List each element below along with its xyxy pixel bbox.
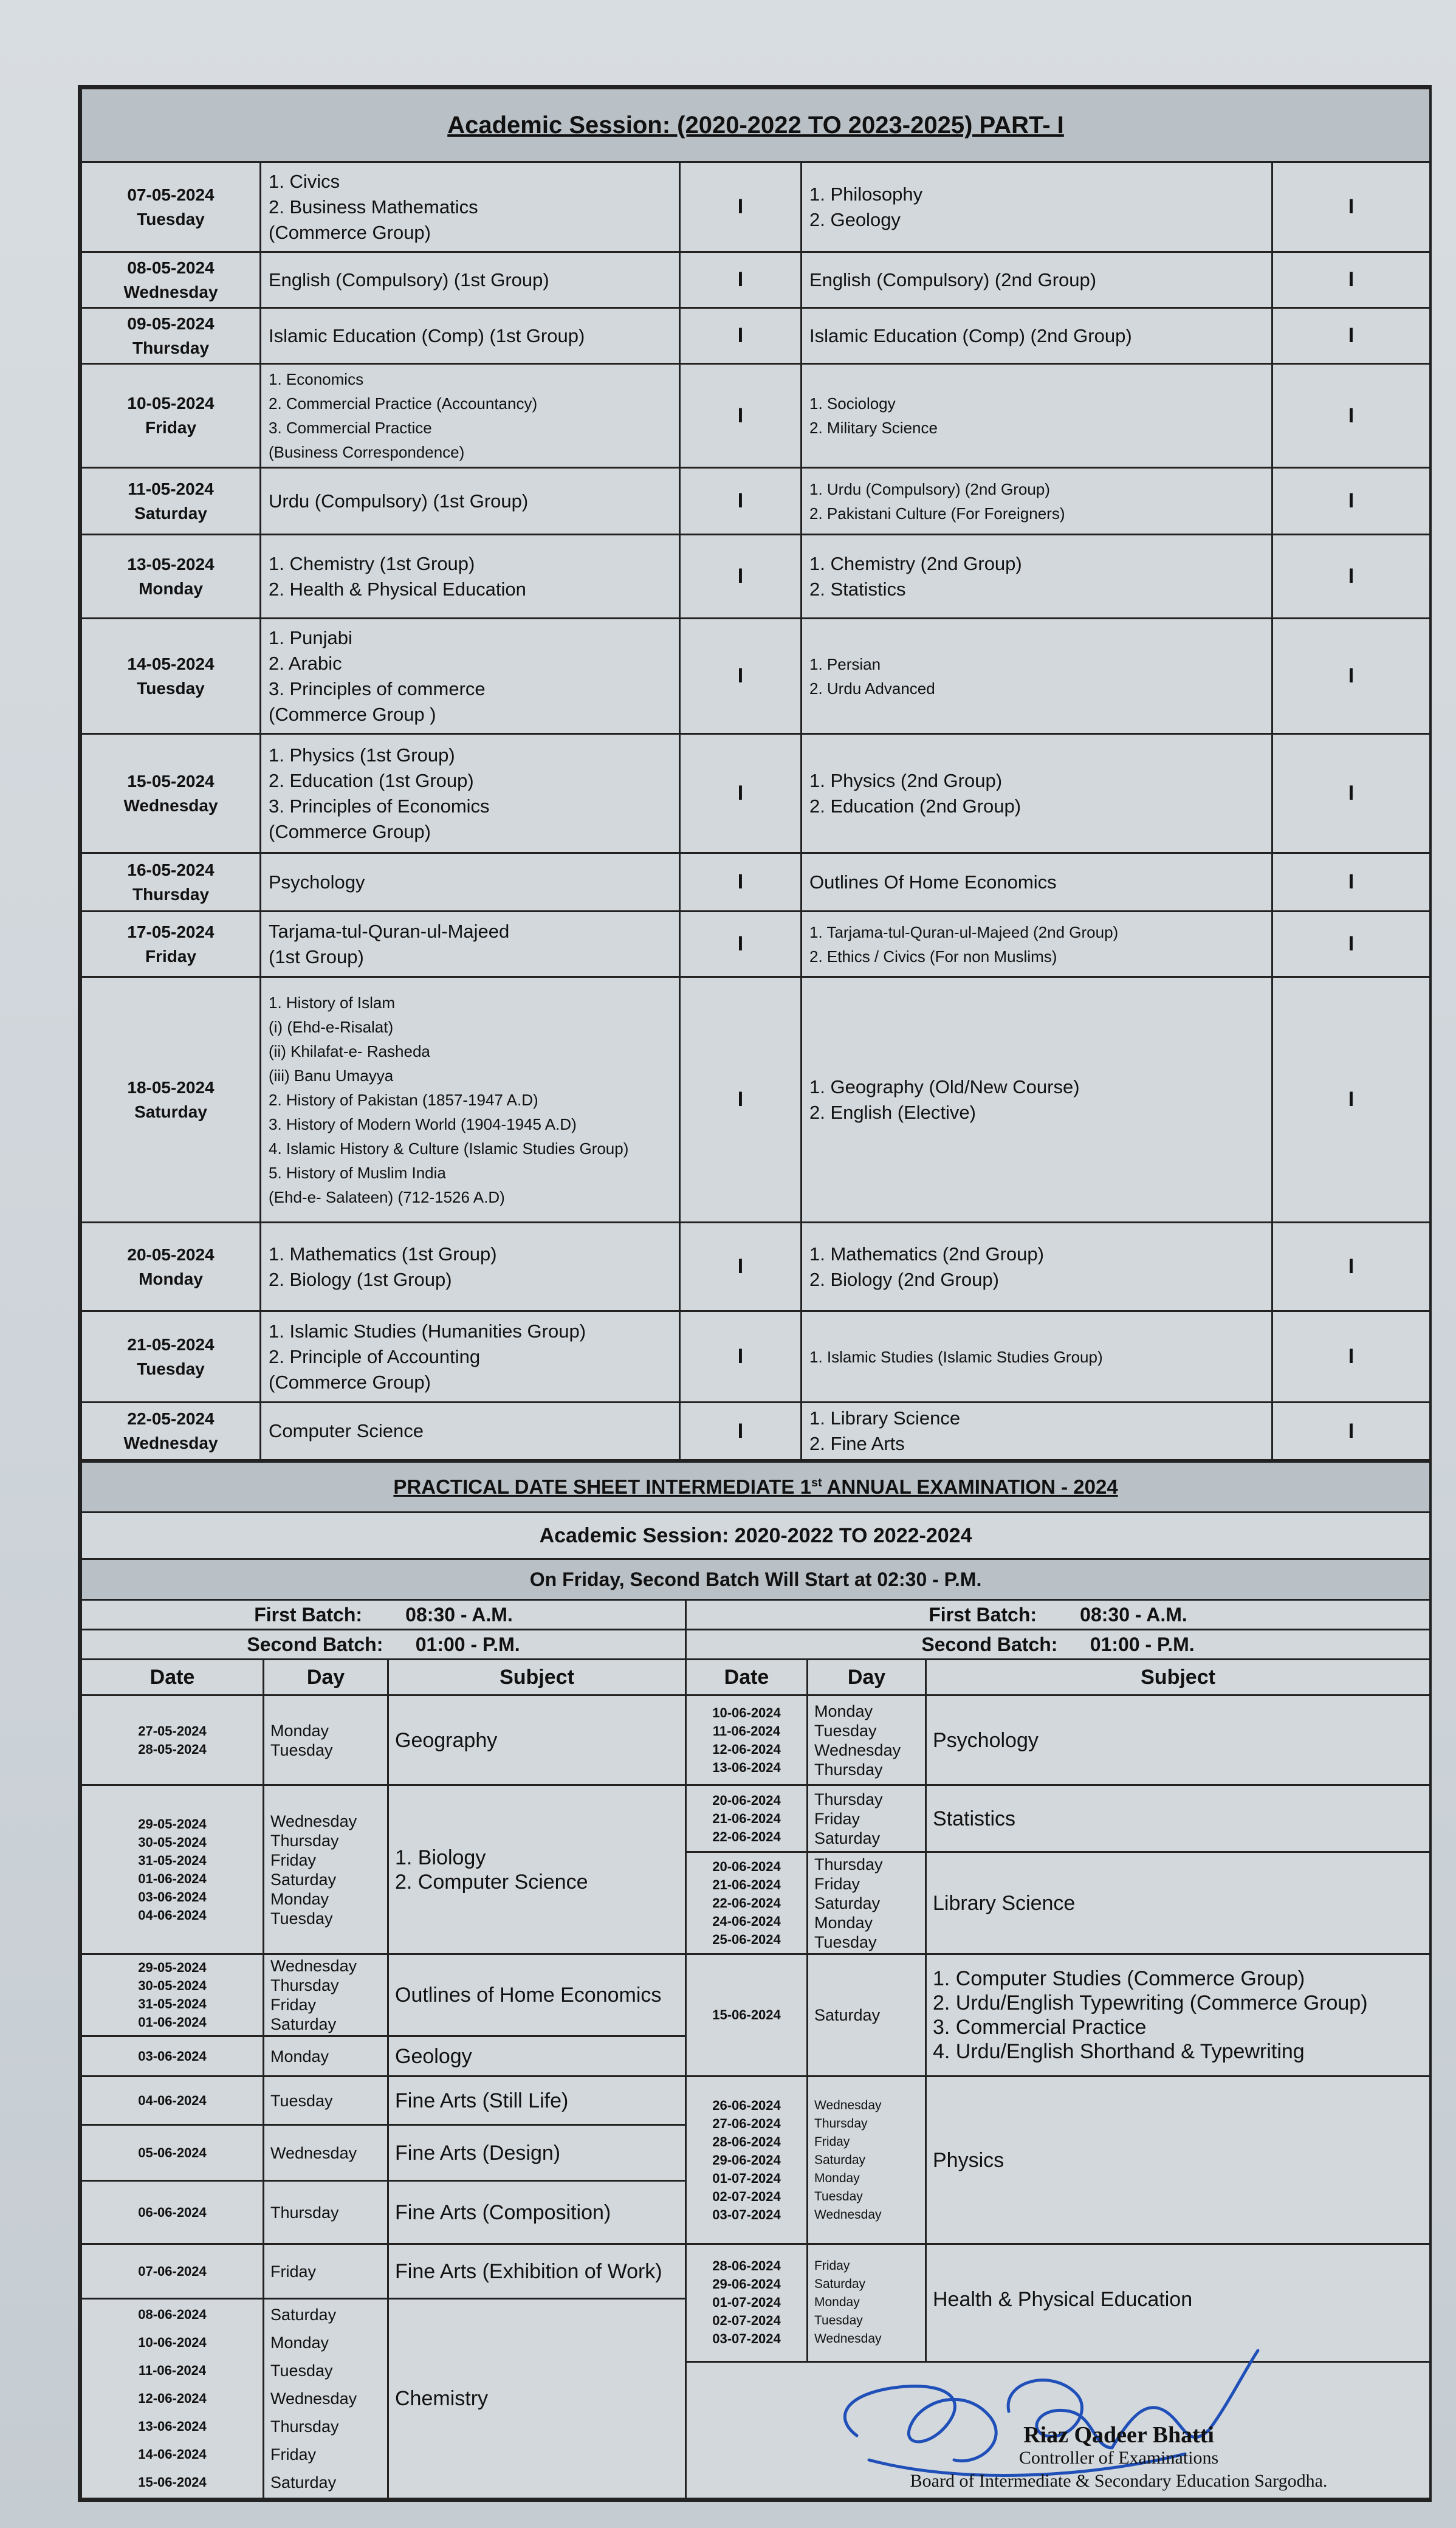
practical-days: Wednesday Thursday Friday Saturday Monday Tuesday [264,1785,388,1954]
theory-row [81,308,1430,364]
second-group-subjects: 1. Persian 2. Urdu Advanced [802,619,1272,734]
header-day: Day [808,1660,926,1695]
practical-dates: 07-06-2024 [81,2244,264,2299]
practical-subject: Physics [926,2076,1430,2244]
first-group-paper: I [680,252,802,308]
second-group-subjects: 1. Urdu (Compulsory) (2nd Group) 2. Pakistani Culture (For Foreigners) [802,468,1272,535]
exam-date-day: 15-05-2024 Wednesday [81,734,261,853]
practical-dates: 27-05-2024 28-05-2024 [81,1695,264,1785]
first-group-paper: I [680,535,802,619]
second-group-subjects: 1. Mathematics (2nd Group) 2. Biology (2nd Group) [802,1223,1272,1311]
second-batch-right: Second Batch: 01:00 - P.M. [686,1630,1430,1660]
second-group-paper: I [1272,619,1430,734]
first-group-subjects: Psychology [261,853,680,912]
exam-date-day: 21-05-2024 Tuesday [81,1311,261,1403]
practical-days: Monday Tuesday [264,1695,388,1785]
signatory-name: Riaz Qadeer Bhatti [1023,2422,1214,2448]
second-group-paper: I [1272,468,1430,535]
header-subject: Subject [388,1660,686,1695]
first-group-paper: I [680,162,802,252]
practical-dates: 29-05-2024 30-05-2024 31-05-2024 01-06-2024 [81,1954,264,2036]
practical-date-sheet [80,1461,1431,2499]
header-date: Date [686,1660,808,1695]
first-group-paper: I [680,734,802,853]
exam-date-day: 11-05-2024 Saturday [81,468,261,535]
header-date: Date [81,1660,264,1695]
practical-dates: 15-06-2024 [686,1954,808,2076]
first-group-subjects: Computer Science [261,1403,680,1460]
theory-row [81,734,1430,853]
first-batch-left: First Batch: 08:30 - A.M. [81,1600,686,1630]
exam-date-day: 18-05-2024 Saturday [81,977,261,1223]
first-group-subjects: 1. History of Islam (i) (Ehd-e-Risalat) (ii) Khilafat-e- Rasheda (iii) Banu Umayya 2. History of Pakistan (1857-1947 A.D) 3. History of Modern World (1904-1945 A.D) 4. Islamic History & Culture (Islamic Studies Group) 5. History of Muslim India (Ehd-e- Salateen) (712-1526 A.D) [261,977,680,1223]
theory-row [81,619,1430,734]
practical-dates: 05-06-2024 [81,2125,264,2181]
first-group-subjects: English (Compulsory) (1st Group) [261,252,680,308]
second-group-paper: I [1272,364,1430,468]
theory-row [81,1403,1430,1460]
exam-date-day: 17-05-2024 Friday [81,912,261,977]
practical-subject: Psychology [926,1695,1430,1785]
practical-days: Wednesday [264,2125,388,2181]
practical-dates: 03-06-2024 [81,2036,264,2076]
practical-subject: Statistics [926,1785,1430,1852]
second-group-paper: I [1272,1223,1430,1311]
first-group-subjects: Islamic Education (Comp) (1st Group) [261,308,680,364]
practical-dates: 20-06-2024 21-06-2024 22-06-2024 24-06-2024 25-06-2024 [686,1852,808,1954]
practical-days: Friday [264,2244,388,2299]
session-heading: Academic Session: (2020-2022 TO 2023-2025) PART- I [81,89,1430,162]
theory-row [81,912,1430,977]
exam-date-day: 16-05-2024 Thursday [81,853,261,912]
practical-title: PRACTICAL DATE SHEET INTERMEDIATE 1st ANNUAL EXAMINATION - 2024 [81,1462,1430,1513]
practical-session: Academic Session: 2020-2022 TO 2022-2024 [81,1513,1430,1559]
signatory-org: Board of Intermediate & Secondary Education Sargodha. [910,2471,1328,2491]
header-subject: Subject [926,1660,1430,1695]
practical-days: Saturday Monday Tuesday Wednesday Thursday Friday Saturday [264,2299,388,2499]
second-group-paper: I [1272,912,1430,977]
first-group-subjects: 1. Civics 2. Business Mathematics (Commerce Group) [261,162,680,252]
practical-days: Monday [264,2036,388,2076]
first-group-paper: I [680,619,802,734]
second-group-subjects: Islamic Education (Comp) (2nd Group) [802,308,1272,364]
practical-subject: Health & Physical Education [926,2244,1430,2362]
practical-dates: 04-06-2024 [81,2076,264,2125]
second-group-paper: I [1272,734,1430,853]
second-group-subjects: 1. Tarjama-tul-Quran-ul-Majeed (2nd Group) 2. Ethics / Civics (For non Muslims) [802,912,1272,977]
exam-date-day: 07-05-2024 Tuesday [81,162,261,252]
exam-date-day: 20-05-2024 Monday [81,1223,261,1311]
exam-date-day: 13-05-2024 Monday [81,535,261,619]
exam-date-day: 08-05-2024 Wednesday [81,252,261,308]
theory-row [81,853,1430,912]
practical-days: Thursday Friday Saturday Monday Tuesday [808,1852,926,1954]
header-day: Day [264,1660,388,1695]
practical-dates: 08-06-2024 10-06-2024 11-06-2024 12-06-2024 13-06-2024 14-06-2024 15-06-2024 [81,2299,264,2499]
practical-dates: 20-06-2024 21-06-2024 22-06-2024 [686,1785,808,1852]
first-group-paper: I [680,1403,802,1460]
practical-days: Tuesday [264,2076,388,2125]
first-group-subjects: 1. Mathematics (1st Group) 2. Biology (1st Group) [261,1223,680,1311]
first-group-paper: I [680,364,802,468]
theory-row [81,252,1430,308]
first-group-subjects: 1. Islamic Studies (Humanities Group) 2. Principle of Accounting (Commerce Group) [261,1311,680,1403]
practical-subject: Fine Arts (Composition) [388,2181,686,2244]
first-group-subjects: 1. Punjabi 2. Arabic 3. Principles of commerce (Commerce Group ) [261,619,680,734]
second-group-subjects: 1. Sociology 2. Military Science [802,364,1272,468]
theory-row [81,977,1430,1223]
practical-subject: Geology [388,2036,686,2076]
second-group-paper: I [1272,535,1430,619]
theory-row [81,1223,1430,1311]
first-group-paper: I [680,853,802,912]
practical-days: Wednesday Thursday Friday Saturday [264,1954,388,2036]
first-group-paper: I [680,1223,802,1311]
practical-subject: Outlines of Home Economics [388,1954,686,2036]
first-group-subjects: Tarjama-tul-Quran-ul-Majeed (1st Group) [261,912,680,977]
theory-row [81,535,1430,619]
second-group-paper: I [1272,1403,1430,1460]
signature-block [686,2361,1430,2498]
practical-days: Monday Tuesday Wednesday Thursday [808,1695,926,1785]
second-group-paper: I [1272,252,1430,308]
first-group-subjects: 1. Chemistry (1st Group) 2. Health & Physical Education [261,535,680,619]
second-batch-left: Second Batch: 01:00 - P.M. [81,1630,686,1660]
practical-subject: 1. Biology 2. Computer Science [388,1785,686,1954]
first-group-paper: I [680,912,802,977]
friday-note: On Friday, Second Batch Will Start at 02:30 - P.M. [81,1559,1430,1600]
second-group-subjects: 1. Geography (Old/New Course) 2. English (Elective) [802,977,1272,1223]
practical-dates: 06-06-2024 [81,2181,264,2244]
practical-days: Thursday [264,2181,388,2244]
first-group-subjects: 1. Physics (1st Group) 2. Education (1st Group) 3. Principles of Economics (Commerce Group) [261,734,680,853]
second-group-subjects: 1. Philosophy 2. Geology [802,162,1272,252]
second-group-subjects: 1. Physics (2nd Group) 2. Education (2nd Group) [802,734,1272,853]
exam-date-day: 14-05-2024 Tuesday [81,619,261,734]
first-group-subjects: Urdu (Compulsory) (1st Group) [261,468,680,535]
second-group-paper: I [1272,162,1430,252]
practical-subject: Fine Arts (Design) [388,2125,686,2181]
first-group-paper: I [680,468,802,535]
practical-dates: 26-06-2024 27-06-2024 28-06-2024 29-06-2024 01-07-2024 02-07-2024 03-07-2024 [686,2076,808,2244]
first-group-subjects: 1. Economics 2. Commercial Practice (Accountancy) 3. Commercial Practice (Business Correspondence) [261,364,680,468]
second-group-subjects: 1. Library Science 2. Fine Arts [802,1403,1272,1460]
practical-subject: Fine Arts (Still Life) [388,2076,686,2125]
practical-dates: 28-06-2024 29-06-2024 01-07-2024 02-07-2024 03-07-2024 [686,2244,808,2362]
second-group-subjects: English (Compulsory) (2nd Group) [802,252,1272,308]
practical-subject: Fine Arts (Exhibition of Work) [388,2244,686,2299]
second-group-subjects: 1. Chemistry (2nd Group) 2. Statistics [802,535,1272,619]
signature-text [808,2423,1429,2493]
date-sheet-frame [78,85,1432,2502]
practical-subject: Chemistry [388,2299,686,2499]
second-group-paper: I [1272,308,1430,364]
practical-dates: 29-05-2024 30-05-2024 31-05-2024 01-06-2024 03-06-2024 04-06-2024 [81,1785,264,1954]
theory-row [81,468,1430,535]
second-group-paper: I [1272,977,1430,1223]
second-group-paper: I [1272,1311,1430,1403]
exam-date-day: 10-05-2024 Friday [81,364,261,468]
theory-row [81,162,1430,252]
first-batch-right: First Batch: 08:30 - A.M. [686,1600,1430,1630]
practical-days: Saturday [808,1954,926,2076]
practical-days: Friday Saturday Monday Tuesday Wednesday [808,2244,926,2362]
practical-days: Wednesday Thursday Friday Saturday Monday Tuesday Wednesday [808,2076,926,2244]
second-group-subjects: 1. Islamic Studies (Islamic Studies Group) [802,1311,1272,1403]
practical-subject: 1. Computer Studies (Commerce Group) 2. Urdu/English Typewriting (Commerce Group) 3. Commercial Practice 4. Urdu/English Shorthand & Typewriting [926,1954,1430,2076]
practical-subject: Geography [388,1695,686,1785]
theory-date-sheet [80,88,1431,1461]
exam-date-day: 22-05-2024 Wednesday [81,1403,261,1460]
practical-subject: Library Science [926,1852,1430,1954]
theory-row [81,1311,1430,1403]
theory-row [81,364,1430,468]
first-group-paper: I [680,1311,802,1403]
exam-date-day: 09-05-2024 Thursday [81,308,261,364]
practical-days: Thursday Friday Saturday [808,1785,926,1852]
second-group-paper: I [1272,853,1430,912]
second-group-subjects: Outlines Of Home Economics [802,853,1272,912]
first-group-paper: I [680,977,802,1223]
signatory-title: Controller of Examinations [1018,2448,1219,2468]
first-group-paper: I [680,308,802,364]
practical-dates: 10-06-2024 11-06-2024 12-06-2024 13-06-2024 [686,1695,808,1785]
